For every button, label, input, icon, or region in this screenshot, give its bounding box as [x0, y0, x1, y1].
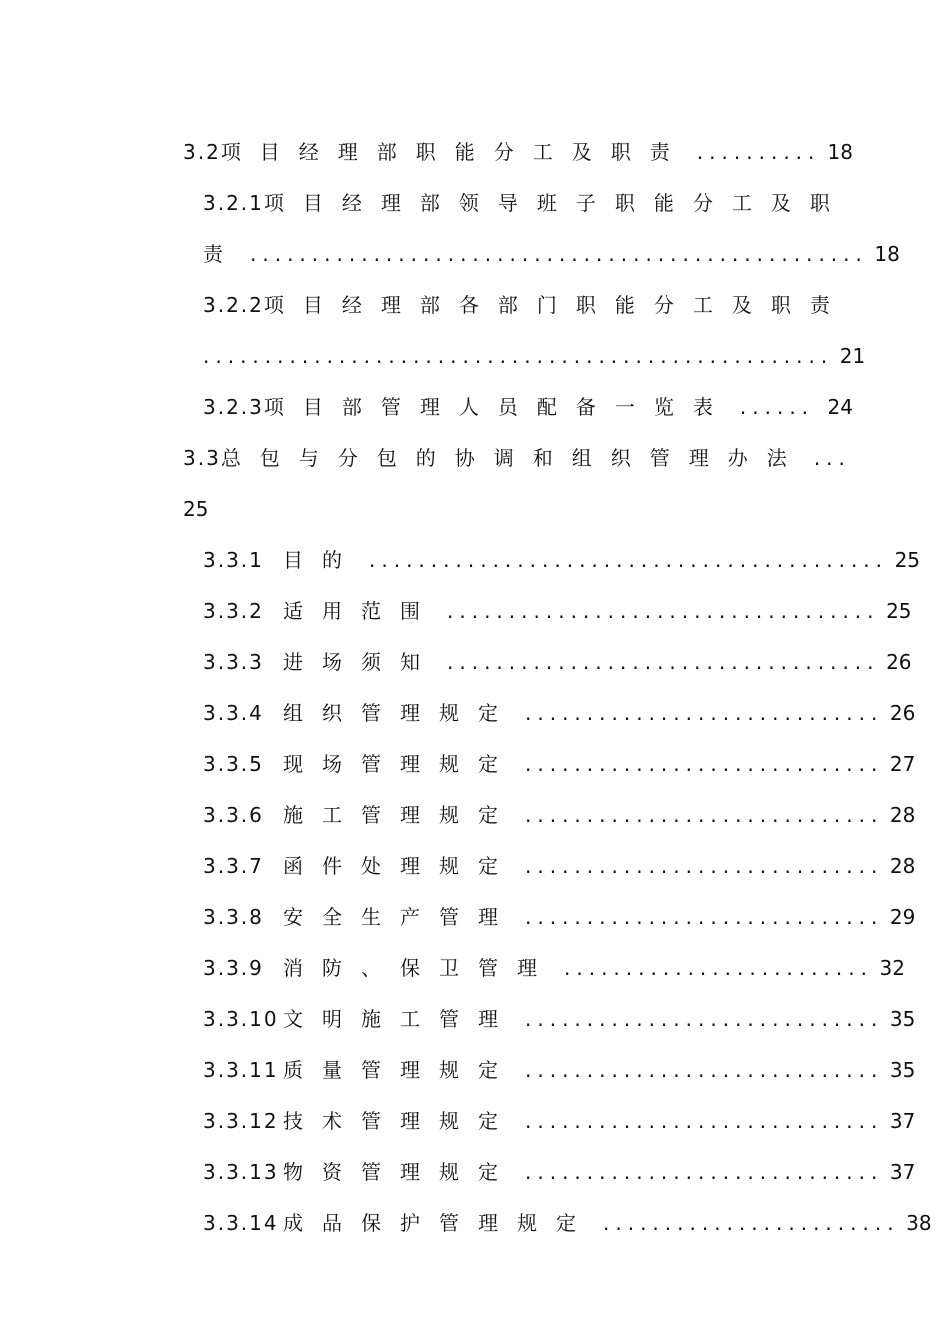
toc-sub-entry[interactable] — [203, 1055, 916, 1085]
toc-sub-entry[interactable] — [203, 800, 916, 830]
toc-entry-3-3[interactable] — [183, 443, 853, 473]
toc-title: 质量管理规定 — [283, 1058, 517, 1082]
toc-leader: ................................................... — [203, 344, 834, 368]
toc-page-number: 18 — [827, 140, 853, 164]
toc-page-number: 37 — [889, 1160, 916, 1184]
toc-sub-entry[interactable] — [203, 596, 912, 626]
toc-entry-3-3-continued[interactable] — [183, 494, 853, 524]
toc-number: 3.3.1 — [203, 548, 264, 572]
toc-sub-entry[interactable] — [203, 902, 916, 932]
toc-sub-entry[interactable] — [203, 1208, 932, 1238]
toc-title: 函件处理规定 — [283, 854, 517, 878]
toc-title-line1: 总包与分包的协调和组织管理办法 — [220, 446, 806, 470]
toc-number: 3.2 — [183, 140, 221, 164]
toc-title: 组织管理规定 — [283, 701, 517, 725]
toc-entry-3-2-1[interactable] — [203, 188, 853, 218]
toc-page-number: 21 — [839, 344, 866, 368]
toc-number: 3.3.6 — [203, 803, 264, 827]
toc-leader: .......................................... — [369, 548, 889, 572]
toc-number: 3.3.3 — [203, 650, 264, 674]
toc-number: 3.3.7 — [203, 854, 264, 878]
toc-leader: ............................. — [525, 905, 884, 929]
toc-number: 3.2.1 — [203, 191, 264, 215]
toc-number: 3.3.11 — [203, 1058, 279, 1082]
toc-sub-entry[interactable] — [203, 1004, 916, 1034]
toc-sub-entry[interactable] — [203, 545, 921, 575]
toc-sub-entry[interactable] — [203, 851, 916, 881]
toc-title-line1: 项目经理部领导班子职能分工及职 — [263, 191, 849, 215]
toc-page-number: 25 — [183, 497, 209, 521]
toc-title: 消防、保卫管理 — [283, 956, 556, 980]
toc-page-number: 35 — [889, 1058, 916, 1082]
toc-leader: ............................. — [525, 752, 884, 776]
toc-number: 3.3.8 — [203, 905, 264, 929]
toc-entry-3-2-3[interactable] — [203, 392, 853, 422]
toc-number: 3.3.13 — [203, 1160, 279, 1184]
toc-page-number: 25 — [886, 599, 912, 623]
toc-page-number: 28 — [889, 854, 916, 878]
toc-leader: ............................. — [525, 854, 884, 878]
toc-leader: ............................. — [525, 803, 884, 827]
toc-sub-entry[interactable] — [203, 749, 916, 779]
toc-number: 3.3.10 — [203, 1007, 279, 1031]
toc-number: 3.3.9 — [203, 956, 264, 980]
toc-sub-entry[interactable] — [203, 647, 912, 677]
toc-page-number: 35 — [889, 1007, 916, 1031]
toc-leader: ................................... — [447, 650, 880, 674]
toc-title: 物资管理规定 — [283, 1160, 517, 1184]
toc-leader: ............................. — [525, 1109, 884, 1133]
toc-number: 3.2.3 — [203, 395, 264, 419]
toc-page-number: 26 — [886, 650, 912, 674]
toc-entry-3-2-2[interactable] — [203, 290, 853, 320]
toc-number: 3.3.5 — [203, 752, 264, 776]
toc-title: 目的 — [283, 548, 361, 572]
toc-page-number: 25 — [894, 548, 921, 572]
toc-title: 项目经理部职能分工及职责 — [220, 140, 689, 164]
toc-title: 施工管理规定 — [283, 803, 517, 827]
toc-page-number: 37 — [889, 1109, 916, 1133]
toc-page-number: 26 — [889, 701, 916, 725]
toc-title: 现场管理规定 — [283, 752, 517, 776]
toc-sub-entry[interactable] — [203, 1157, 916, 1187]
toc-page-number: 18 — [874, 242, 900, 266]
toc-number: 3.3.12 — [203, 1109, 279, 1133]
toc-entry-3-2-2-continued[interactable] — [203, 341, 866, 371]
toc-leader: ........................ — [603, 1211, 900, 1235]
toc-number: 3.2.2 — [203, 293, 264, 317]
toc-leader: ............................. — [525, 1058, 884, 1082]
toc-sub-entry[interactable] — [203, 1106, 916, 1136]
toc-title: 项目部管理人员配备一览表 — [263, 395, 732, 419]
toc-leader: ... — [813, 446, 851, 470]
toc-leader: ............................. — [525, 1007, 884, 1031]
toc-sub-entry[interactable] — [203, 698, 916, 728]
toc-number: 3.3.4 — [203, 701, 264, 725]
toc-page-number: 27 — [889, 752, 916, 776]
toc-title-line2: 责 — [203, 242, 242, 266]
toc-page-number: 24 — [827, 395, 853, 419]
toc-leader: ...... — [739, 395, 815, 419]
toc-leader: .................................................. — [250, 242, 868, 266]
toc-entry-3-2-1-continued[interactable] — [203, 239, 900, 269]
toc-leader: ................................... — [447, 599, 880, 623]
toc-page-number: 32 — [879, 956, 905, 980]
toc-title: 文明施工管理 — [283, 1007, 517, 1031]
toc-title: 进场须知 — [283, 650, 439, 674]
toc-page-number: 38 — [906, 1211, 932, 1235]
toc-entry-3-2[interactable] — [183, 137, 853, 167]
toc-title: 成品保护管理规定 — [283, 1211, 595, 1235]
toc-page-number: 29 — [889, 905, 916, 929]
toc-number: 3.3.14 — [203, 1211, 279, 1235]
toc-leader: ............................. — [525, 701, 884, 725]
toc-number: 3.3.2 — [203, 599, 264, 623]
toc-number: 3.3 — [183, 446, 221, 470]
toc-sub-entry[interactable] — [203, 953, 905, 983]
toc-title: 适用范围 — [283, 599, 439, 623]
toc-title: 安全生产管理 — [283, 905, 517, 929]
toc-leader: ............................. — [525, 1160, 884, 1184]
toc-leader: .......... — [696, 140, 821, 164]
toc-leader: ......................... — [564, 956, 873, 980]
toc-title: 技术管理规定 — [283, 1109, 517, 1133]
toc-page-number: 28 — [889, 803, 916, 827]
toc-title-line1: 项目经理部各部门职能分工及职责 — [263, 293, 849, 317]
